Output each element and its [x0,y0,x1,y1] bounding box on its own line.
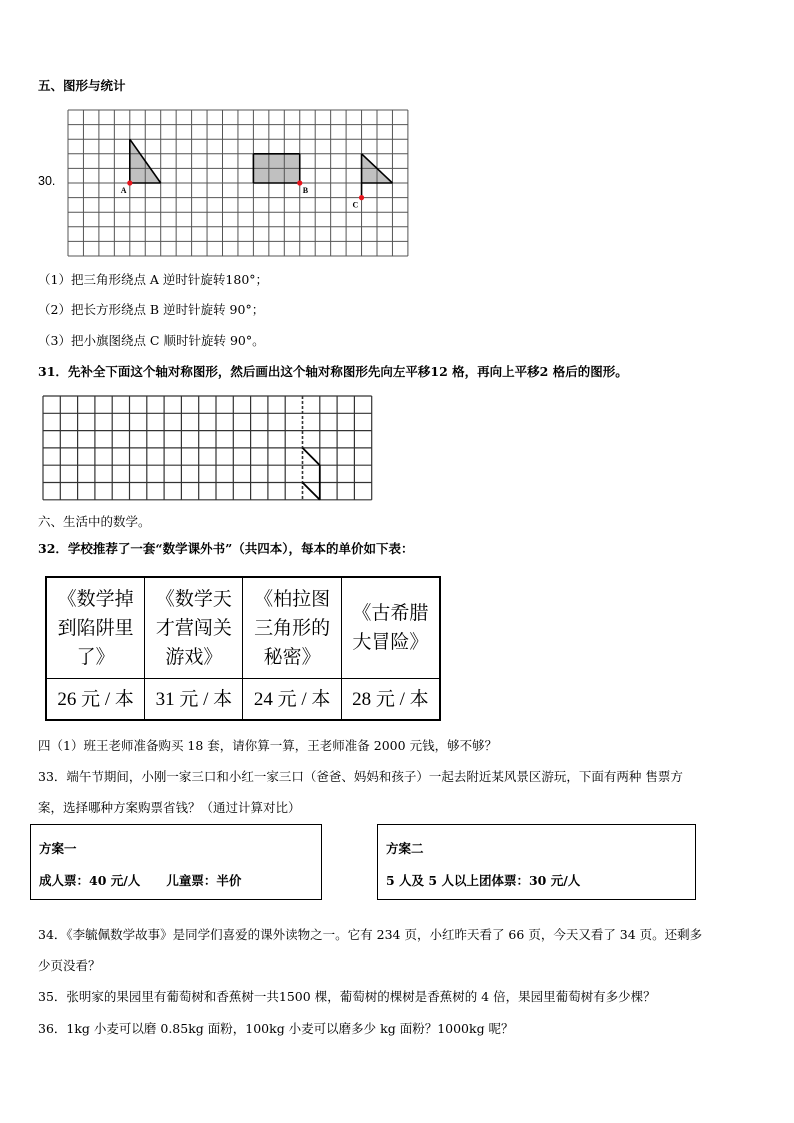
book-name-cell: 《古希腊 大冒险》 [341,577,440,679]
half-figure-edge [303,483,320,500]
plan-two-title: 方案二 [386,841,424,856]
book-price-table [45,576,441,721]
book-price-cell: 28 元 / 本 [341,679,440,721]
plan-one-box [30,824,322,900]
question-30-item-2: （2）把长方形绕点 B 逆时针旋转 90°； [38,302,265,317]
point-label: B [302,186,309,195]
question-33-line-2: 案，选择哪种方案购票省钱？（通过计算对比） [38,800,301,815]
section-title-5: 五、图形与统计 [38,78,126,93]
point-label: C [352,200,359,210]
half-figure-edge [303,448,320,465]
question-34-line-2: 少页没看？ [38,958,101,973]
book-name-cell: 《柏拉图 三角形的 秘密》 [243,577,341,679]
plan-two-box [377,824,696,900]
question-33-line-1: 33．端午节期间，小刚一家三口和小红一家三口（爸爸、妈妈和孩子）一起去附近某风景区游玩，下面有两种 售票方 [38,769,683,784]
symmetry-grid-figure [38,392,378,504]
question-30-number: 30. [38,174,56,188]
rotation-grid-figure [60,104,420,264]
book-price-cell: 24 元 / 本 [243,679,341,721]
section-title-6: 六、生活中的数学。 [38,514,151,529]
book-price-cell: 31 元 / 本 [145,679,243,721]
point-label: A [120,186,127,195]
rotation-point [359,195,364,200]
question-31-text: 31．先补全下面这个轴对称图形，然后画出这个轴对称图形先向左平移12 格，再向上平移2 格后的图形。 [38,364,628,379]
book-name-cell: 《数学天 才营闯关 游戏》 [145,577,243,679]
book-name-cell: 《数学掉 到陷阱里 了》 [46,577,145,679]
question-36-text: 36．1kg 小麦可以磨 0.85kg 面粉，100kg 小麦可以磨多少 kg 面粉？1000kg 呢？ [38,1021,514,1036]
plan-two-content: 5 人及 5 人以上团体票：30 元/人 [386,873,581,888]
rotation-point [127,180,132,185]
question-30-item-1: （1）把三角形绕点 A 逆时针旋转180°； [38,272,269,287]
plan-one-content: 成人票：40 元/人 儿童票：半价 [39,873,242,888]
book-price-cell: 26 元 / 本 [46,679,145,721]
question-34-line-1: 34．《李毓佩数学故事》是同学们喜爱的课外读物之一。它有 234 页，小红昨天看了 66 页，今天又看了 34 页。还剩多 [38,927,703,942]
question-30-item-3: （3）把小旗图绕点 C 顺时针旋转 90°。 [38,333,265,348]
question-32-text: 32．学校推荐了一套“数学课外书”（共四本），每本的单价如下表： [38,541,414,556]
question-35-text: 35．张明家的果园里有葡萄树和香蕉树一共1500 棵，葡萄树的棵树是香蕉树的 4 倍，果园里葡萄树有多少棵？ [38,989,656,1004]
rotation-point [297,180,302,185]
question-32-question: 四（1）班王老师准备购买 18 套，请你算一算，王老师准备 2000 元钱，够不够？ [38,738,498,753]
plan-one-title: 方案一 [39,841,77,856]
